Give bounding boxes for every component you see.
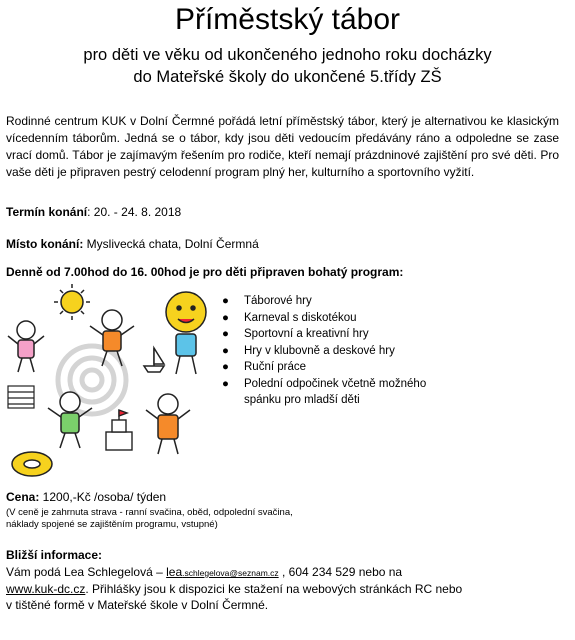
swim-ring-icon (12, 452, 52, 476)
list-item: ● Ruční práce (222, 359, 426, 376)
list-item-continuation: spánku pro mladší děti (244, 394, 360, 406)
price-value: 1200,-Kč /osoba/ týden (39, 490, 167, 504)
children-illustration (4, 282, 214, 487)
bullet-icon: ● (222, 295, 229, 307)
boat-icon (144, 348, 164, 372)
place-label: Místo konání: (6, 237, 84, 251)
date-row (6, 204, 181, 220)
child-figure-icon (8, 321, 44, 372)
contact-line-1: Vám podá Lea Schlegelová – lea.schlegelova@seznam.cz , 604 234 529 nebo na (6, 565, 403, 579)
list-item: ● Karneval s diskotékou (222, 310, 426, 327)
contact-info (6, 564, 462, 613)
activity-list (222, 293, 426, 409)
intro-paragraph: Rodinné centrum KUK v Dolní Čermné pořádá letní příměstský tábor, který je alternativou ke klasickým vícedenním táborům. Jedná se o tábor, kdy jsou děti vedoucím předávány ráno a odpoledne se zase vrací domů. Tábor je zajímavým řešením pro rodiče, kteří nemají prázdninové zajištění pro své děti. Pro vaše děti je připraven pestrý celodenní program plný her, kulturního a sportovního vyžití. (6, 114, 559, 179)
contact-line-2: www.kuk-dc.cz. Přihlášky jsou k dispozici ke stažení na webových stránkách RC nebo (6, 582, 463, 596)
subtitle-line-2: do Mateřské školy do ukončené 5.třídy ZŠ (133, 68, 442, 86)
sun-icon (54, 284, 90, 320)
bullet-icon: ● (222, 377, 229, 390)
date-label: Termín konání (6, 205, 88, 219)
email-link[interactable]: lea.schlegelova@seznam.cz (166, 565, 279, 579)
list-item: ● Hry v klubovně a deskové hry (222, 343, 426, 360)
list-item: ● Polední odpočinek včetně možného (222, 376, 426, 393)
info-heading: Bližší informace: (6, 548, 103, 562)
price-note: (V ceně je zahrnuta strava - ranní svačina, oběd, odpolední svačina, náklady spojené se zajištěním programu, vstupné) (6, 507, 293, 530)
price-label: Cena: (6, 490, 40, 504)
bullet-icon: ● (222, 361, 229, 373)
page-title: Příměstský tábor (174, 3, 401, 36)
date-value: : 20. - 24. 8. 2018 (87, 205, 182, 219)
child-figure-icon (146, 394, 190, 454)
contact-line-3: v tištěné formě v Mateřské škole v Dolní Čermné. (6, 598, 269, 612)
price-row (6, 490, 166, 504)
subtitle-line-1: pro děti ve věku od ukončeného jednoho roku docházky (83, 46, 492, 64)
place-value: Myslivecká chata, Dolní Čermná (83, 237, 259, 251)
list-item: ● Sportovní a kreativní hry (222, 326, 426, 343)
bullet-icon: ● (222, 328, 229, 340)
bullet-icon: ● (222, 344, 229, 357)
child-figure-icon (166, 292, 206, 374)
place-row (6, 236, 259, 252)
sandcastle-icon (106, 410, 132, 450)
towel-icon (8, 386, 34, 408)
list-item: ● Táborové hry (222, 293, 426, 310)
website-link[interactable]: www.kuk-dc.cz (6, 582, 86, 596)
programme-heading: Denně od 7.00hod do 16. 00hod je pro děti připraven bohatý program: (6, 265, 404, 279)
bullet-icon: ● (222, 311, 229, 324)
subtitle (0, 44, 575, 88)
